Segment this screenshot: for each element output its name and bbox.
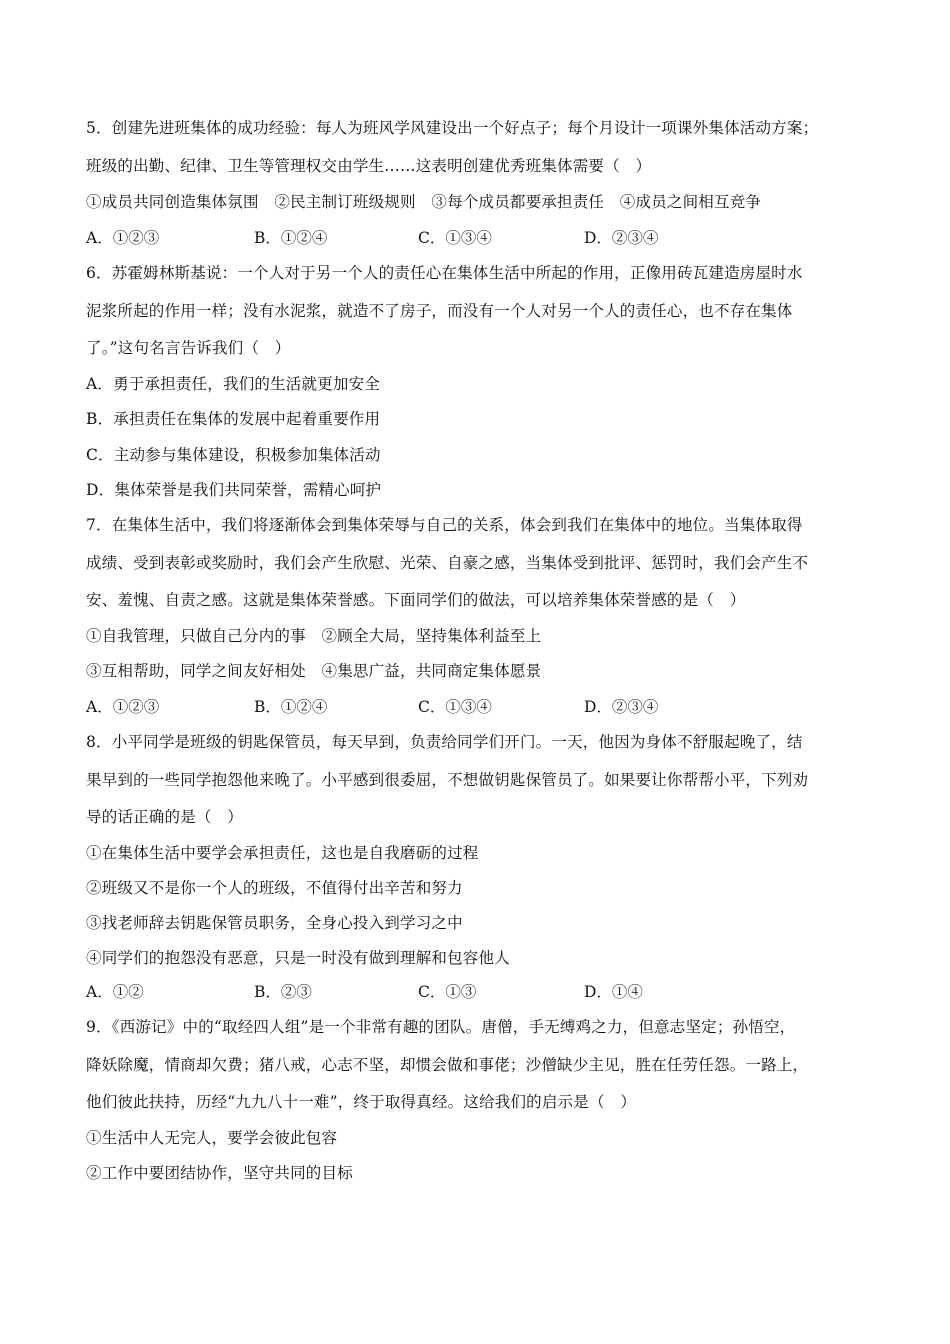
q7-stem-line-2: 成绩、受到表彰或奖励时，我们会产生欣慰、光荣、自豪之感，当集体受到批评、惩罚时，我们会产生不 bbox=[86, 554, 809, 572]
q9-stem-line-1: 9．《西游记》中的“取经四人组”是一个非常有趣的团队。唐僧，手无缚鸡之力，但意志坚定；孙悟空， bbox=[86, 1018, 796, 1036]
q8-statement-4: ④同学们的抱怨没有恶意，只是一时没有做到理解和包容他人 bbox=[86, 949, 510, 967]
q9-stem-line-2: 降妖除魔，情商却欠费；猪八戒，心志不坚，却惯会做和事佬；沙僧缺少主见，胜在任劳任怨。一路上， bbox=[86, 1056, 809, 1074]
q5-stem-line-2: 班级的出勤、纪律、卫生等管理权交由学生……这表明创建优秀班集体需要（ ） bbox=[86, 157, 652, 175]
q6-stem-line-1: 6．苏霍姆林斯基说：一个人对于另一个人的责任心在集体生活中所起的作用，正像用砖瓦建造房屋时水 bbox=[86, 264, 803, 282]
q7-option-d: D．②③④ bbox=[584, 698, 659, 716]
q5-option-c: C．①③④ bbox=[418, 229, 492, 247]
q7-stem-line-1: 7．在集体生活中，我们将逐渐体会到集体荣辱与自己的关系，体会到我们在集体中的地位。当集体取得 bbox=[86, 516, 803, 534]
q8-option-c: C．①③ bbox=[418, 983, 477, 1001]
q7-option-c: C．①③④ bbox=[418, 698, 492, 716]
q7-options bbox=[86, 697, 866, 717]
q6-stem-line-2: 泥浆所起的作用一样；没有水泥浆，就造不了房子，而没有一个人对另一个人的责任心，也不存在集体 bbox=[86, 302, 793, 320]
q7-stem-line-3: 安、羞愧、自责之感。这就是集体荣誉感。下面同学们的做法，可以培养集体荣誉感的是（ ） bbox=[86, 591, 746, 609]
q5-option-b: B．①②④ bbox=[254, 229, 328, 247]
q8-stem-line-3: 导的话正确的是（ ） bbox=[86, 808, 244, 826]
q8-statement-2: ②班级又不是你一个人的班级，不值得付出辛苦和努力 bbox=[86, 879, 463, 897]
q8-stem-line-2: 果早到的一些同学抱怨他来晚了。小平感到很委屈，不想做钥匙保管员了。如果要让你帮帮小平，下列劝 bbox=[86, 771, 809, 789]
q7-option-a: A．①②③ bbox=[86, 698, 160, 716]
q6-option-b: B．承担责任在集体的发展中起着重要作用 bbox=[86, 410, 381, 428]
q7-statements-1: ①自我管理，只做自己分内的事 ②顾全大局，坚持集体利益至上 bbox=[86, 627, 542, 645]
q9-statement-1: ①生活中人无完人，要学会彼此包容 bbox=[86, 1129, 338, 1147]
q5-options bbox=[86, 228, 866, 248]
q8-options bbox=[86, 982, 866, 1002]
q5-option-a: A．①②③ bbox=[86, 229, 160, 247]
q6-option-a: A．勇于承担责任，我们的生活就更加安全 bbox=[86, 375, 380, 393]
q8-statement-1: ①在集体生活中要学会承担责任，这也是自我磨砺的过程 bbox=[86, 844, 479, 862]
q8-stem-line-1: 8．小平同学是班级的钥匙保管员，每天早到，负责给同学们开门。一天，他因为身体不舒服起晚了，结 bbox=[86, 733, 803, 751]
q6-option-d: D．集体荣誉是我们共同荣誉，需精心呵护 bbox=[86, 481, 382, 499]
q8-option-b: B．②③ bbox=[254, 983, 312, 1001]
q6-stem-line-3: 了。”这句名言告诉我们（ ） bbox=[86, 339, 291, 357]
q8-option-d: D．①④ bbox=[584, 983, 643, 1001]
q9-statement-2: ②工作中要团结协作，坚守共同的目标 bbox=[86, 1164, 353, 1182]
q8-statement-3: ③找老师辞去钥匙保管员职务，全身心投入到学习之中 bbox=[86, 914, 463, 932]
q7-statements-2: ③互相帮助，同学之间友好相处 ④集思广益，共同商定集体愿景 bbox=[86, 662, 542, 680]
q5-option-d: D．②③④ bbox=[584, 229, 659, 247]
q9-stem-line-3: 他们彼此扶持，历经“九九八十一难”，终于取得真经。这给我们的启示是（ ） bbox=[86, 1093, 637, 1111]
q8-option-a: A．①② bbox=[86, 983, 144, 1001]
q5-stem-line-1: 5．创建先进班集体的成功经验：每人为班风学风建设出一个好点子；每个月设计一项课外集体活动方案； bbox=[86, 119, 819, 137]
q7-option-b: B．①②④ bbox=[254, 698, 328, 716]
q5-statements: ①成员共同创造集体氛围 ②民主制订班级规则 ③每个成员都要承担责任 ④成员之间相互竞争 bbox=[86, 193, 762, 211]
q6-option-c: C．主动参与集体建设，积极参加集体活动 bbox=[86, 446, 381, 464]
